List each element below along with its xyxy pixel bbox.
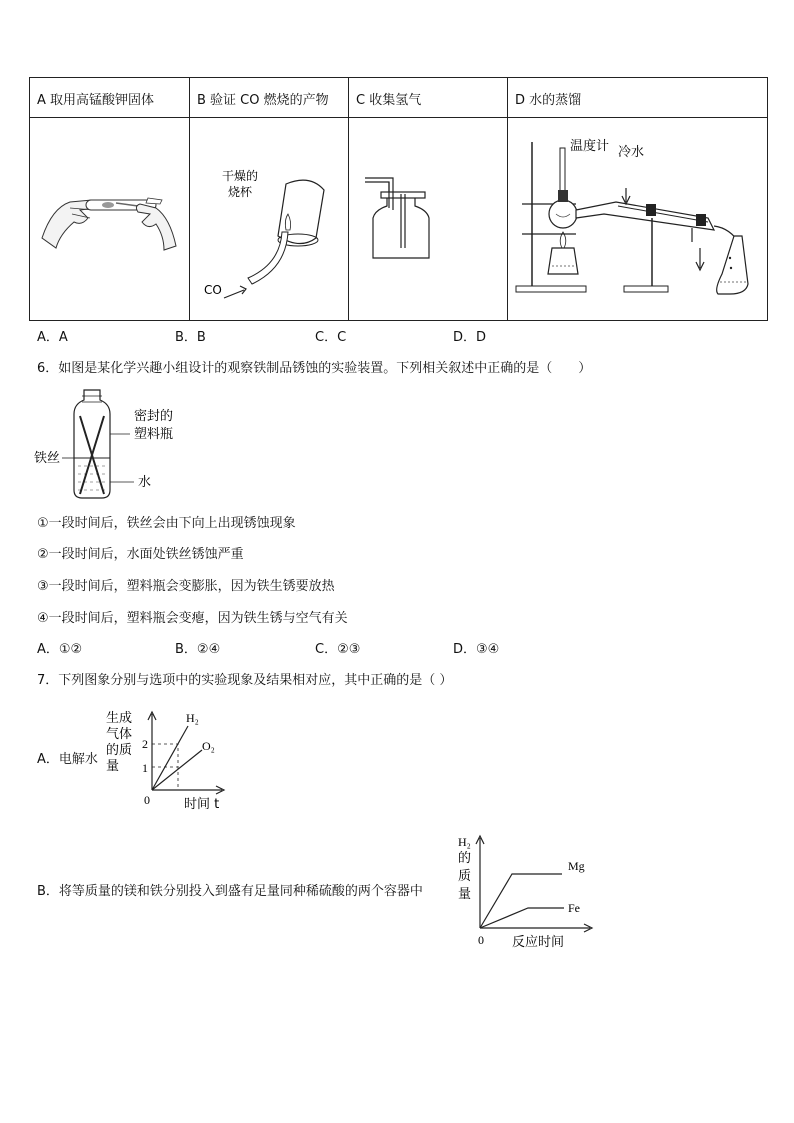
a-tick-2: 2 [142, 737, 148, 751]
a-ylabel-3: 的质 [106, 743, 133, 758]
q5-option-c[interactable]: C．C [315, 330, 347, 345]
wire-label: 铁丝 [34, 451, 61, 466]
b-series-mg: Mg [568, 859, 585, 873]
q5-image-a [30, 118, 190, 321]
q6-statement-4: ④一段时间后，塑料瓶会变瘪，因为铁生锈与空气有关 [37, 611, 348, 626]
a-series-o2: O₂ [202, 739, 215, 753]
a-series-h2: H₂ [186, 711, 199, 725]
test-tube-hands-figure [30, 118, 189, 316]
bottle-label-line1: 密封的 [134, 409, 174, 424]
q6-option-c[interactable]: C．②③ [315, 642, 361, 657]
q6-statement-2: ②一段时间后，水面处铁丝锈蚀严重 [37, 547, 244, 562]
b-xlabel: 反应时间 [512, 935, 565, 950]
q5-table [29, 77, 768, 321]
a-ylabel-2: 气体 [106, 727, 133, 742]
q6-statement-1: ①一段时间后，铁丝会由下向上出现锈蚀现象 [37, 516, 296, 531]
b-series-fe: Fe [568, 901, 580, 915]
electrolysis-graph [104, 706, 234, 812]
q6-option-a[interactable]: A．①② [37, 642, 83, 657]
b-ylabel-3: 质 [458, 869, 472, 884]
a-origin: 0 [144, 793, 150, 807]
q7-option-b-label[interactable]: B．将等质量的镁和铁分别投入到盛有足量同种稀硫酸的两个容器中 [37, 884, 423, 899]
q5-image-b [190, 118, 349, 321]
beaker-label-line1: 干燥的 [222, 169, 259, 183]
rusting-bottle-figure [34, 386, 194, 506]
q6-statement-3: ③一段时间后，塑料瓶会变膨胀，因为铁生锈要放热 [37, 579, 335, 594]
mg-fe-graph [454, 830, 604, 950]
co-combustion-figure [190, 118, 348, 316]
b-ylabel-2: 的 [458, 851, 472, 866]
gas-bottle-figure [349, 118, 507, 316]
q7-option-a-label[interactable]: A．电解水 [37, 752, 98, 767]
q5-header-a: A 取用高锰酸钾固体 [30, 78, 190, 118]
a-tick-1: 1 [142, 761, 148, 775]
q5-option-a[interactable]: A．A [37, 330, 68, 345]
q5-image-c [349, 118, 508, 321]
q7-stem: 7．下列图象分别与选项中的实验现象及结果相对应，其中正确的是（ ） [37, 673, 453, 688]
q6-stem: 6．如图是某化学兴趣小组设计的观察铁制品锈蚀的实验装置。下列相关叙述中正确的是（ ） [37, 361, 592, 376]
a-ylabel-1: 生成 [106, 711, 133, 726]
water-label: 水 [138, 475, 152, 490]
q6-option-b[interactable]: B．②④ [175, 642, 221, 657]
q6-option-d[interactable]: D．③④ [453, 642, 500, 657]
beaker-label-line2: 烧杯 [228, 185, 253, 199]
b-origin: 0 [478, 933, 484, 947]
co-label: CO [204, 283, 222, 297]
q5-header-b: B 验证 CO 燃烧的产物 [190, 78, 349, 118]
distillation-figure [508, 118, 767, 316]
a-xlabel: 时间 t [184, 797, 220, 812]
q5-option-d[interactable]: D．D [453, 330, 487, 345]
q5-image-d [508, 118, 768, 321]
b-ylabel-1: H₂ [458, 835, 471, 849]
q5-option-b[interactable]: B．B [175, 330, 206, 345]
b-ylabel-4: 量 [458, 887, 472, 902]
cold-water-label: 冷水 [618, 145, 645, 160]
bottle-label-line2: 塑料瓶 [134, 427, 174, 442]
a-ylabel-4: 量 [106, 759, 120, 774]
q5-header-d: D 水的蒸馏 [508, 78, 768, 118]
thermometer-label: 温度计 [570, 139, 610, 154]
q5-header-c: C 收集氢气 [349, 78, 508, 118]
